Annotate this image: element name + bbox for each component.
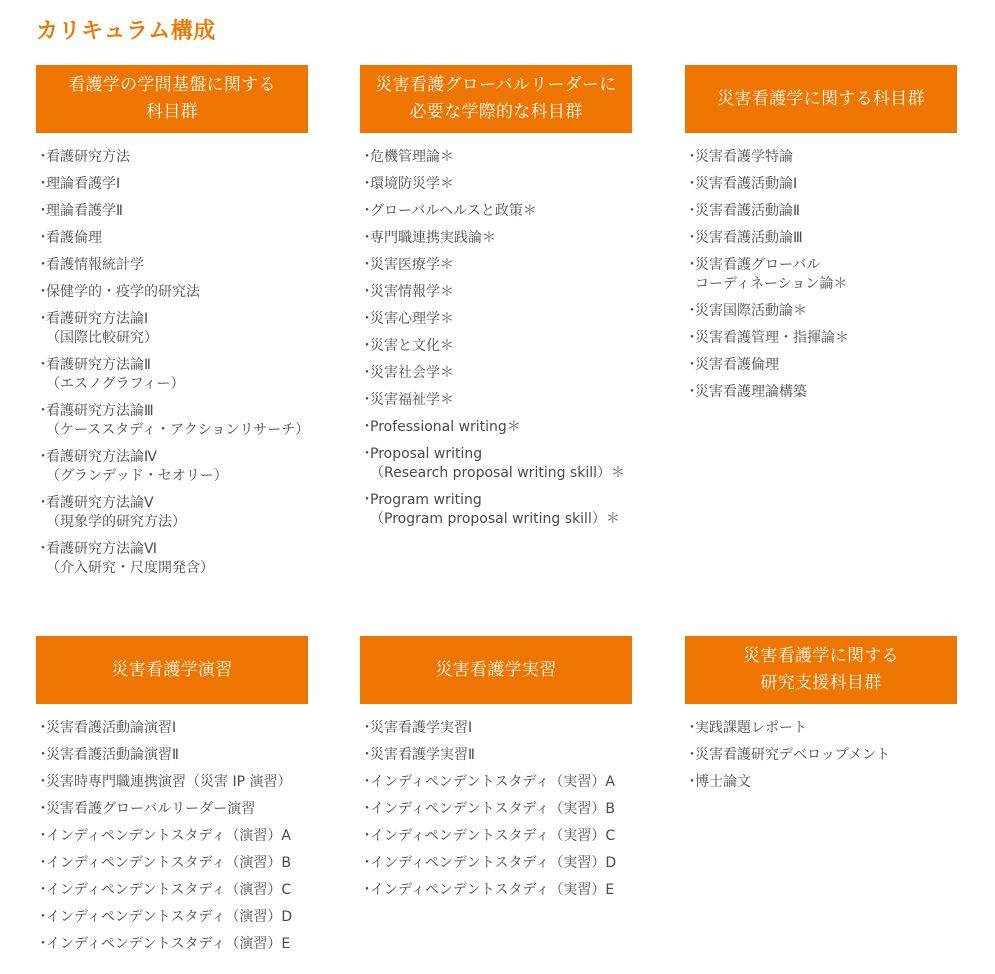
column-header-line: 災害看護学実習 <box>435 659 557 680</box>
course-item <box>360 854 632 873</box>
course-name: 災害看護活動論演習Ⅰ <box>46 720 177 736</box>
course-item <box>360 773 632 792</box>
course-item <box>36 746 308 765</box>
course-name: インディペンデントスタディ（演習）C <box>46 882 292 898</box>
bullet-icon: ・ <box>36 311 50 327</box>
course-item <box>360 391 632 410</box>
bullet-icon: ・ <box>360 801 374 817</box>
bullet-icon: ・ <box>360 747 374 763</box>
column-practice-exercise <box>36 636 308 962</box>
course-name: （現象学的研究方法） <box>46 514 186 530</box>
bullet-icon: ・ <box>36 284 50 300</box>
course-item <box>685 746 957 765</box>
bullet-icon: ・ <box>360 855 374 871</box>
course-item <box>36 202 308 221</box>
course-item <box>685 148 957 167</box>
column-header <box>36 636 308 704</box>
course-name: （エスノグラフィー） <box>46 376 185 392</box>
course-name: 理論看護学Ⅱ <box>46 203 123 219</box>
course-name: 看護情報統計学 <box>46 257 144 273</box>
bullet-icon: ・ <box>36 149 50 165</box>
bullet-icon: ・ <box>36 747 50 763</box>
course-name: 看護研究方法論Ⅵ <box>46 541 157 557</box>
course-name: 災害看護学特論 <box>695 149 793 165</box>
course-name: 災害看護活動論Ⅱ <box>695 203 800 219</box>
course-list <box>36 133 308 578</box>
bullet-icon: ・ <box>36 357 50 373</box>
bullet-icon: ・ <box>36 541 50 557</box>
course-item <box>36 229 308 248</box>
course-name: 看護研究方法論Ⅲ <box>46 403 154 419</box>
course-name: 看護倫理 <box>46 230 102 246</box>
course-item <box>685 383 957 402</box>
course-name: 災害看護グローバルリーダー演習 <box>46 801 256 817</box>
bullet-icon: ・ <box>685 357 699 373</box>
course-name: 災害看護活動論演習Ⅱ <box>46 747 179 763</box>
bullet-icon: ・ <box>360 365 374 381</box>
course-item <box>360 491 632 529</box>
course-name: （国際比較研究） <box>46 330 158 346</box>
course-item <box>360 202 632 221</box>
course-name: 災害医療学＊ <box>370 257 454 273</box>
column-header-line: 研究支援科目群 <box>760 673 882 693</box>
course-name: 保健学的・疫学的研究法 <box>46 284 200 300</box>
bullet-icon: ・ <box>36 882 50 898</box>
bullet-icon: ・ <box>36 403 50 419</box>
course-name: 災害福祉学＊ <box>370 392 454 408</box>
page-title: カリキュラム構成 <box>36 19 216 44</box>
course-name: インディペンデントスタディ（実習）D <box>370 855 617 871</box>
course-list <box>685 704 957 792</box>
course-name: 災害看護グローバル <box>695 257 821 273</box>
course-name: インディペンデントスタディ（演習）E <box>46 936 291 952</box>
course-item <box>360 827 632 846</box>
course-item <box>360 746 632 765</box>
course-item <box>360 229 632 248</box>
course-item <box>685 256 957 294</box>
course-name: 災害看護研究デベロップメント <box>695 747 891 763</box>
course-item <box>685 302 957 321</box>
bullet-icon: ・ <box>360 257 374 273</box>
course-name: 災害看護学実習Ⅰ <box>370 720 473 736</box>
column-header-line: 科目群 <box>146 102 198 122</box>
bullet-icon: ・ <box>36 828 50 844</box>
course-name: 災害看護理論構築 <box>695 384 807 400</box>
column-header-line: 災害看護グローバルリーダーに <box>375 75 617 95</box>
course-item <box>685 773 957 792</box>
course-name: 看護研究方法論Ⅳ <box>46 449 157 465</box>
bullet-icon: ・ <box>360 720 374 736</box>
course-item <box>360 418 632 437</box>
bullet-icon: ・ <box>36 449 50 465</box>
course-name: 災害看護学実習Ⅱ <box>370 747 475 763</box>
bullet-icon: ・ <box>36 774 50 790</box>
bullet-icon: ・ <box>685 149 699 165</box>
course-name: （介入研究・尺度開発含） <box>46 560 214 576</box>
course-item <box>685 175 957 194</box>
course-name: 環境防災学＊ <box>370 176 454 192</box>
bullet-icon: ・ <box>36 909 50 925</box>
column-header <box>685 636 957 704</box>
column-interdisciplinary <box>360 65 632 537</box>
course-name: 災害情報学＊ <box>370 284 454 300</box>
course-item <box>36 494 308 532</box>
course-item <box>36 448 308 486</box>
course-item <box>36 283 308 302</box>
course-item <box>36 908 308 927</box>
course-name: Professional writing＊ <box>370 419 521 435</box>
course-name: インディペンデントスタディ（演習）B <box>46 855 291 871</box>
bullet-icon: ・ <box>360 149 374 165</box>
course-name: インディペンデントスタディ（実習）E <box>370 882 615 898</box>
course-name: 災害看護活動論Ⅰ <box>695 176 798 192</box>
bullet-icon: ・ <box>685 330 699 346</box>
bullet-icon: ・ <box>36 936 50 952</box>
course-name: グローバルヘルスと政策＊ <box>370 203 537 219</box>
course-item <box>360 283 632 302</box>
course-name: 看護研究方法論Ⅰ <box>46 311 149 327</box>
course-name: 災害看護倫理 <box>695 357 779 373</box>
course-name: インディペンデントスタディ（実習）B <box>370 801 615 817</box>
course-list <box>360 133 632 529</box>
course-item <box>360 800 632 819</box>
course-item <box>36 881 308 900</box>
bullet-icon: ・ <box>360 230 374 246</box>
column-research-support <box>685 636 957 800</box>
course-item <box>360 881 632 900</box>
course-name: 理論看護学Ⅰ <box>46 176 121 192</box>
bullet-icon: ・ <box>360 176 374 192</box>
course-item <box>685 329 957 348</box>
course-item <box>360 310 632 329</box>
bullet-icon: ・ <box>685 747 699 763</box>
course-name: 博士論文 <box>695 774 751 790</box>
bullet-icon: ・ <box>36 855 50 871</box>
bullet-icon: ・ <box>36 203 50 219</box>
course-item <box>36 935 308 954</box>
bullet-icon: ・ <box>685 257 699 273</box>
column-header-line: 災害看護学に関する科目群 <box>717 88 925 109</box>
course-item <box>36 310 308 348</box>
course-name: インディペンデントスタディ（実習）A <box>370 774 615 790</box>
bullet-icon: ・ <box>685 720 699 736</box>
column-header-line: 災害看護学に関する <box>743 646 899 666</box>
course-item <box>36 773 308 792</box>
course-item <box>360 175 632 194</box>
column-academic-foundation <box>36 65 308 586</box>
bullet-icon: ・ <box>36 230 50 246</box>
course-name: Proposal writing <box>370 446 483 462</box>
bullet-icon: ・ <box>36 801 50 817</box>
bullet-icon: ・ <box>685 774 699 790</box>
course-list <box>360 704 632 900</box>
course-item <box>360 445 632 483</box>
course-item <box>36 719 308 738</box>
course-name: 看護研究方法論Ⅱ <box>46 357 151 373</box>
course-name: （Program proposal writing skill）＊ <box>370 511 620 527</box>
course-item <box>36 402 308 440</box>
course-item <box>36 148 308 167</box>
column-header <box>360 65 632 133</box>
bullet-icon: ・ <box>685 384 699 400</box>
course-item <box>685 356 957 375</box>
column-header <box>36 65 308 133</box>
course-name: 災害社会学＊ <box>370 365 454 381</box>
course-item <box>36 356 308 394</box>
course-name: 危機管理論＊ <box>370 149 454 165</box>
bullet-icon: ・ <box>360 338 374 354</box>
bullet-icon: ・ <box>685 303 699 319</box>
course-item <box>360 256 632 275</box>
course-name: 災害看護活動論Ⅲ <box>695 230 803 246</box>
course-name: インディペンデントスタディ（演習）D <box>46 909 293 925</box>
column-header <box>685 65 957 133</box>
bullet-icon: ・ <box>685 176 699 192</box>
course-name: Program writing <box>370 492 482 508</box>
course-item <box>360 364 632 383</box>
course-item <box>685 719 957 738</box>
course-name: （グランデッド・セオリー） <box>46 468 228 484</box>
course-name: 看護研究方法 <box>46 149 130 165</box>
bullet-icon: ・ <box>36 495 50 511</box>
course-name: 専門職連携実践論＊ <box>370 230 496 246</box>
course-name: 災害時専門職連携演習（災害 IP 演習） <box>46 774 292 790</box>
bullet-icon: ・ <box>360 392 374 408</box>
course-name: 災害と文化＊ <box>370 338 454 354</box>
course-name: 看護研究方法論Ⅴ <box>46 495 154 511</box>
bullet-icon: ・ <box>36 176 50 192</box>
course-name: 災害心理学＊ <box>370 311 454 327</box>
course-name: 災害看護管理・指揮論＊ <box>695 330 849 346</box>
course-name: 実践課題レポート <box>695 720 807 736</box>
bullet-icon: ・ <box>36 257 50 273</box>
column-header-line: 必要な学際的な科目群 <box>409 102 583 122</box>
course-item <box>360 148 632 167</box>
course-item <box>36 540 308 578</box>
course-item <box>685 229 957 248</box>
course-item <box>36 175 308 194</box>
column-disaster-nursing <box>685 65 957 410</box>
course-name: インディペンデントスタディ（実習）C <box>370 828 616 844</box>
course-name: コーディネーション論＊ <box>695 276 848 292</box>
bullet-icon: ・ <box>36 720 50 736</box>
course-name: （ケーススタディ・アクションリサーチ） <box>46 422 310 438</box>
column-header-line: 看護学の学問基盤に関する <box>68 75 276 95</box>
course-item <box>36 256 308 275</box>
bullet-icon: ・ <box>360 828 374 844</box>
bullet-icon: ・ <box>360 446 374 462</box>
course-name: 災害国際活動論＊ <box>695 303 807 319</box>
bullet-icon: ・ <box>360 492 374 508</box>
bullet-icon: ・ <box>685 203 699 219</box>
column-header <box>360 636 632 704</box>
course-item <box>36 800 308 819</box>
bullet-icon: ・ <box>360 882 374 898</box>
course-item <box>360 337 632 356</box>
course-list <box>685 133 957 402</box>
bullet-icon: ・ <box>360 203 374 219</box>
bullet-icon: ・ <box>360 774 374 790</box>
course-item <box>685 202 957 221</box>
column-practicum <box>360 636 632 908</box>
course-item <box>36 854 308 873</box>
bullet-icon: ・ <box>360 284 374 300</box>
course-list <box>36 704 308 954</box>
bullet-icon: ・ <box>685 230 699 246</box>
course-item <box>360 719 632 738</box>
course-name: （Research proposal writing skill）＊ <box>370 465 625 481</box>
course-name: インディペンデントスタディ（演習）A <box>46 828 291 844</box>
course-item <box>36 827 308 846</box>
bullet-icon: ・ <box>360 419 374 435</box>
bullet-icon: ・ <box>360 311 374 327</box>
column-header-line: 災害看護学演習 <box>111 659 233 680</box>
